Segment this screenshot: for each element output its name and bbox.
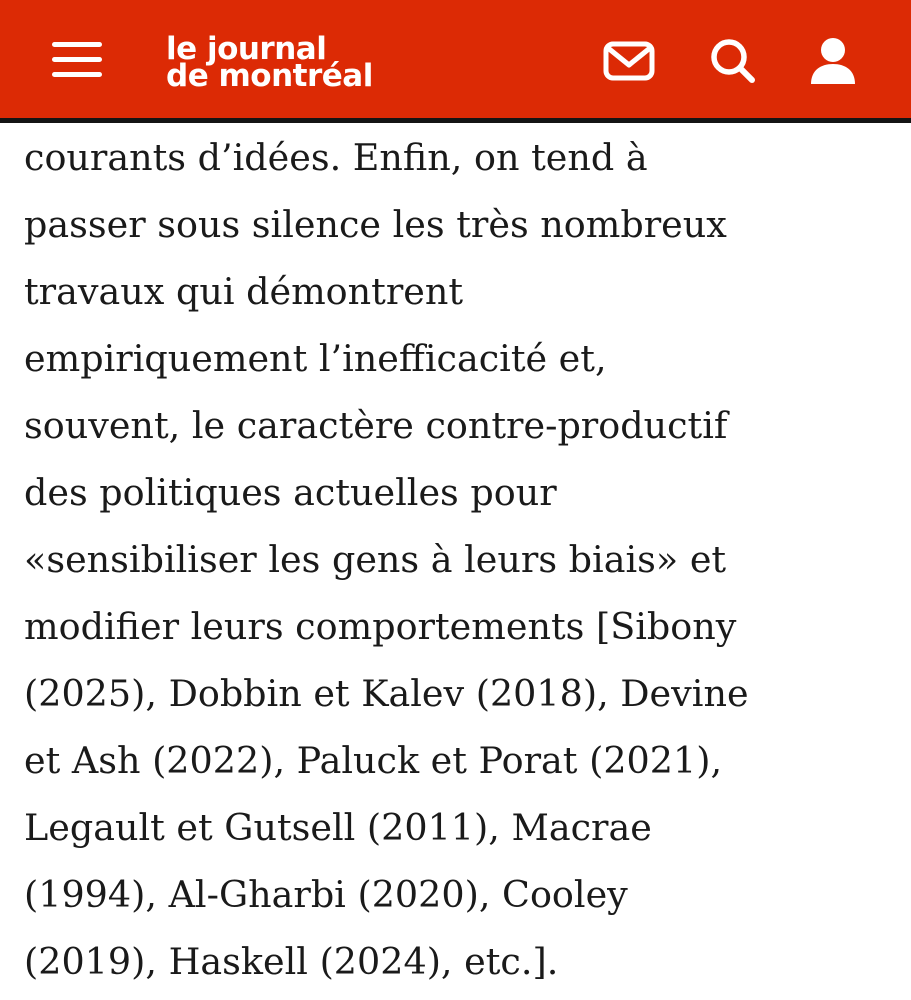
- mail-button[interactable]: [602, 34, 656, 88]
- logo-line-2: de montréal: [166, 58, 373, 94]
- menu-icon-bar-middle: [52, 57, 102, 62]
- article-line: Legault et Gutsell (2011), Macrae: [24, 806, 652, 849]
- article-line: modifier leurs comportements [Sibony: [24, 605, 737, 648]
- site-logo[interactable]: [166, 31, 373, 94]
- article-line: (2019), Haskell (2024), etc.].: [24, 940, 559, 983]
- article-line: (2025), Dobbin et Kalev (2018), Devine: [24, 672, 749, 715]
- search-icon: [706, 34, 760, 88]
- menu-icon-bar-top: [52, 42, 102, 47]
- article-line: passer sous silence les très nombreux: [24, 203, 727, 246]
- article-line: souvent, le caractère contre-productif: [24, 404, 728, 447]
- article-line: des politiques actuelles pour: [24, 471, 557, 514]
- user-button[interactable]: [806, 34, 860, 88]
- article-line: travaux qui démontrent: [24, 270, 464, 313]
- article-line: (1994), Al-Gharbi (2020), Cooley: [24, 873, 628, 916]
- mail-icon: [602, 34, 656, 88]
- article-line: courants d’idées. Enfin, on tend à: [24, 136, 648, 179]
- user-icon: [806, 34, 860, 88]
- site-header: [0, 0, 911, 123]
- menu-icon-bar-bottom: [52, 72, 102, 77]
- menu-button[interactable]: [52, 38, 104, 80]
- logo-line-1: le journal: [166, 31, 327, 67]
- article-line: et Ash (2022), Paluck et Porat (2021),: [24, 739, 723, 782]
- article-line: empiriquement l’inefficacité et,: [24, 337, 607, 380]
- article-body: [24, 124, 904, 995]
- article-line: «sensibiliser les gens à leurs biais» et: [24, 538, 727, 581]
- search-button[interactable]: [706, 34, 760, 88]
